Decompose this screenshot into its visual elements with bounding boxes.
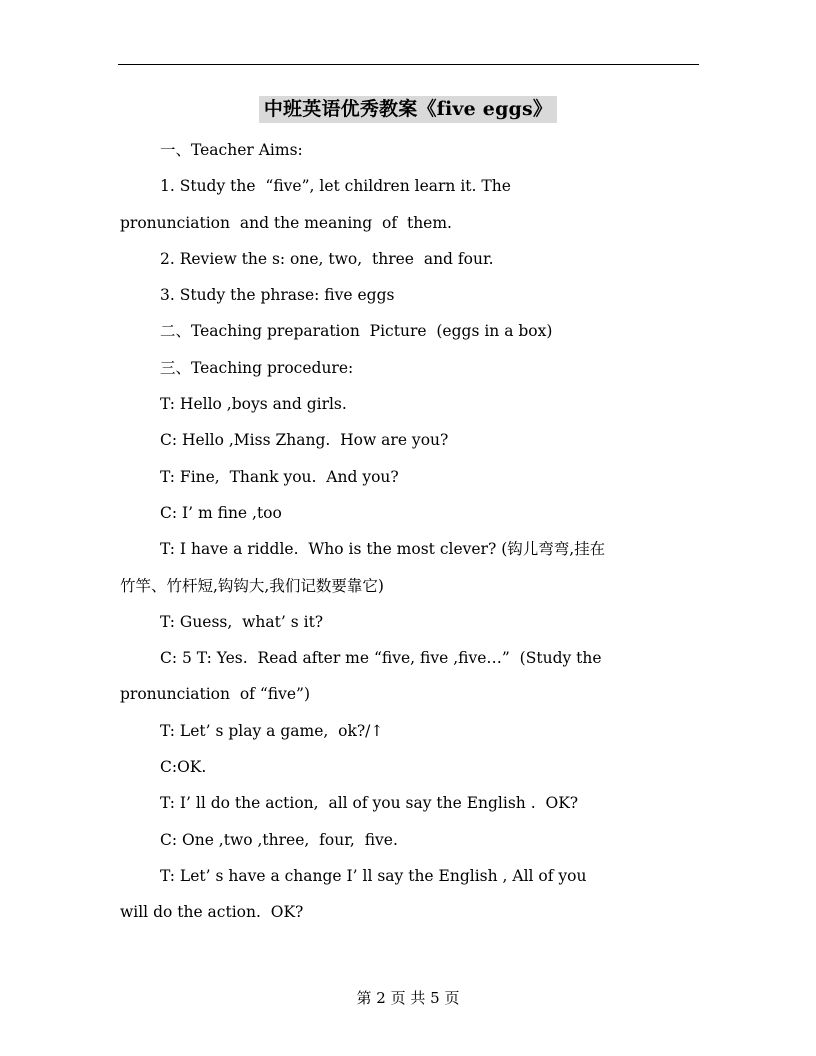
text-line: C: I’ m fine ,too	[160, 503, 282, 522]
text-line: C: Hello ,Miss Zhang. How are you?	[160, 431, 449, 450]
document-title: 中班英语优秀教案《five eggs》	[259, 96, 557, 123]
text-line: 三、Teaching procedure:	[160, 358, 354, 377]
text-line: will do the action. OK?	[120, 903, 304, 922]
text-line: C: 5 T: Yes. Read after me “five, five ,five…” (Study the	[160, 649, 602, 668]
text-line: 1. Study the “five”, let children learn it. The	[160, 177, 511, 196]
text-line: T: Guess, what’ s it?	[160, 612, 324, 631]
text-line: T: Let’ s have a change I’ ll say the English , All of you	[160, 866, 587, 885]
text-line: C:OK.	[160, 758, 207, 777]
title-container	[0, 96, 816, 123]
header-rule	[118, 64, 699, 65]
text-line: T: I’ ll do the action, all of you say the English . OK?	[160, 794, 579, 813]
text-line: T: Hello ,boys and girls.	[160, 395, 347, 414]
text-line: 二、Teaching preparation Picture (eggs in a box)	[160, 322, 553, 341]
text-line: 竹竿、竹杆短,钩钩大,我们记数要靠它)	[120, 576, 384, 595]
text-line: 2. Review the s: one, two, three and four.	[160, 249, 494, 268]
text-line: 一、Teacher Aims:	[160, 141, 303, 159]
document-body	[120, 132, 702, 931]
text-line: 3. Study the phrase: five eggs	[160, 286, 395, 305]
text-line: pronunciation and the meaning of them.	[120, 213, 452, 232]
text-line: pronunciation of “five”)	[120, 685, 311, 704]
text-line: C: One ,two ,three, four, five.	[160, 830, 398, 849]
text-line: T: Fine, Thank you. And you?	[160, 467, 399, 486]
page-footer: 第 2 页 共 5 页	[356, 989, 460, 1007]
text-line: T: Let’ s play a game, ok?/↑	[160, 721, 384, 740]
text-line: T: I have a riddle. Who is the most clever? (钩儿弯弯,挂在	[160, 540, 606, 559]
